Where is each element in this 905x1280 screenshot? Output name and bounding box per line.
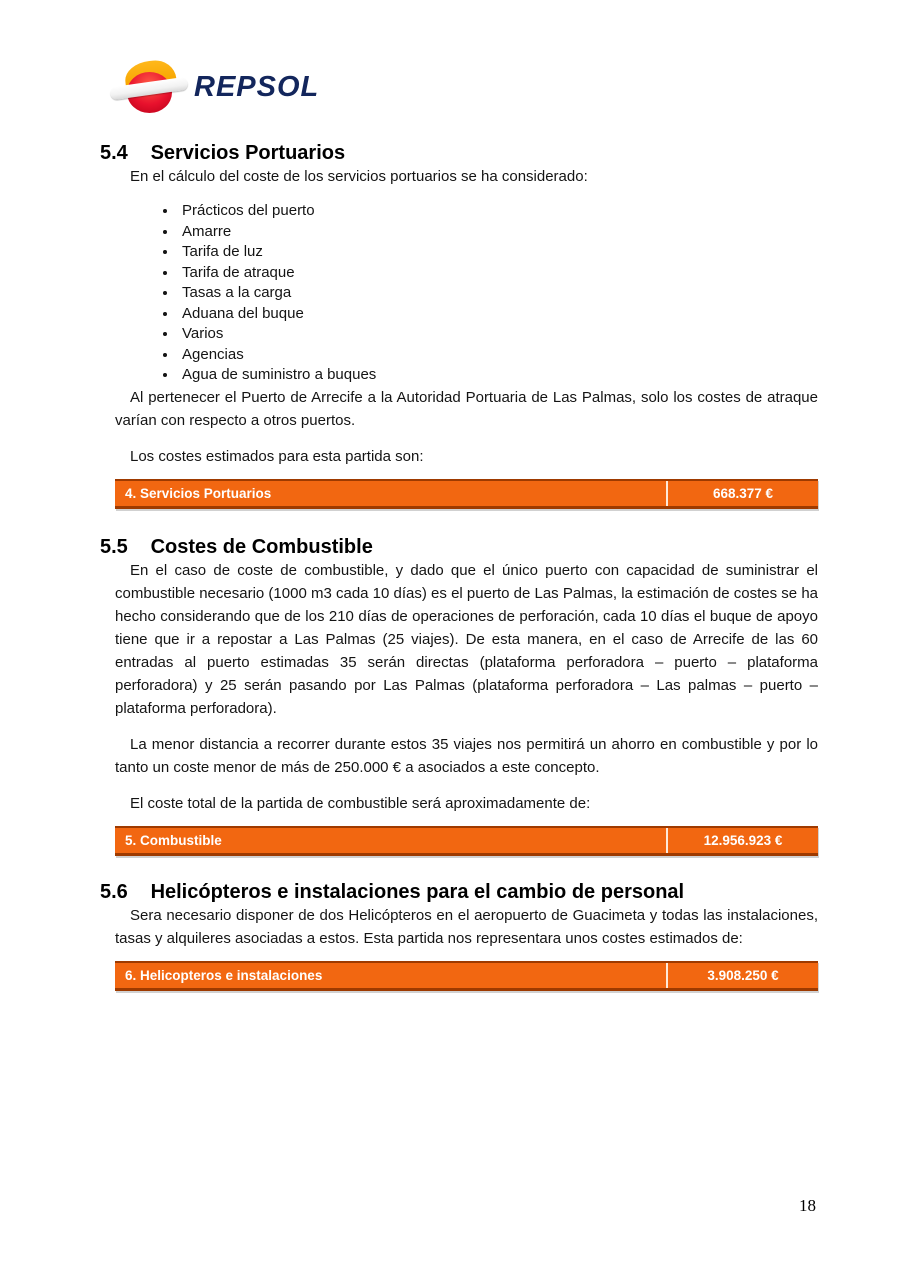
cost-table-row xyxy=(115,961,818,991)
bullet-item: • Tarifa de luz xyxy=(178,242,818,263)
section-title: Servicios Portuarios xyxy=(150,142,346,164)
cost-label: 4. Servicios Portuarios xyxy=(125,485,272,501)
section-title: Helicópteros e instalaciones para el cambio de personal xyxy=(150,880,685,903)
cost-label: 5. Combustible xyxy=(125,832,222,848)
section-number: 5.4 xyxy=(100,142,128,164)
bullet-item: • Aduana del buque xyxy=(178,304,818,325)
bullet-item: • Prácticos del puerto xyxy=(178,201,818,222)
section-number: 5.6 xyxy=(100,880,128,903)
cost-value: 12.956.923 € xyxy=(666,828,818,853)
cost-value: 3.908.250 € xyxy=(666,963,818,988)
paragraph: En el cálculo del coste de los servicios portuarios se ha considerado: xyxy=(130,168,588,185)
page-content xyxy=(100,142,818,991)
paragraph: El coste total de la partida de combustible será aproximadamente de: xyxy=(130,794,591,812)
repsol-orb-icon xyxy=(118,60,180,114)
bullet-item: • Agencias xyxy=(178,345,818,366)
bullet-list xyxy=(100,201,818,386)
paragraph: Al pertenecer el Puerto de Arrecife a la Autoridad Portuaria de Las Palmas, solo los costes de atraque varían con respecto a otros puertos. xyxy=(115,388,818,429)
bullet-item: • Amarre xyxy=(178,222,818,243)
section-heading-5-5 xyxy=(100,536,818,559)
paragraph: Sera necesario disponer de dos Helicópteros en el aeropuerto de Guacimeta y todas las instalaciones, tasas y alquileres asociadas a estos. Esta partida nos representara unos costes estimados de: xyxy=(115,906,818,947)
bullet-item: • Tarifa de atraque xyxy=(178,263,818,284)
section-number: 5.5 xyxy=(100,535,128,558)
cost-value: 668.377 € xyxy=(666,481,818,506)
bullet-item: • Agua de suministro a buques xyxy=(178,365,818,386)
paragraph: Los costes estimados para esta partida son: xyxy=(130,447,424,465)
cost-table-row xyxy=(115,826,818,856)
bullet-item: • Tasas a la carga xyxy=(178,283,818,304)
section-title: Costes de Combustible xyxy=(150,535,373,558)
section-heading-5-4 xyxy=(100,142,818,165)
repsol-logo xyxy=(118,60,319,114)
brand-text: REPSOL xyxy=(194,70,320,103)
cost-label: 6. Helicopteros e instalaciones xyxy=(125,967,323,983)
paragraph: La menor distancia a recorrer durante estos 35 viajes nos permitirá un ahorro en combustible y por lo tanto un coste menor de más de 250.000 € a asociados a este concepto. xyxy=(115,735,818,776)
section-heading-5-6 xyxy=(100,881,818,904)
page-number: 18 xyxy=(799,1196,816,1215)
paragraph: En el caso de coste de combustible, y dado que el único puerto con capacidad de suministrar el combustible necesario (1000 m3 cada 10 días) es el puerto de Las Palmas, la estimación de costes se ha hecho considerando que de los 210 días de operaciones de perforación, cada 10 días el buque de apoyo tiene que ir a repostar a Las Palmas (25 viajes). De esta manera, en el caso de Arrecife de las 60 entradas al puerto estimadas 35 serán directas (plataforma perforadora – puerto – plataforma perforadora) y 25 serán pasando por Las Palmas (plataforma perforadora – Las palmas – puerto – plataforma perforadora). xyxy=(115,561,818,717)
bullet-item: • Varios xyxy=(178,324,818,345)
cost-table-row xyxy=(115,479,818,509)
